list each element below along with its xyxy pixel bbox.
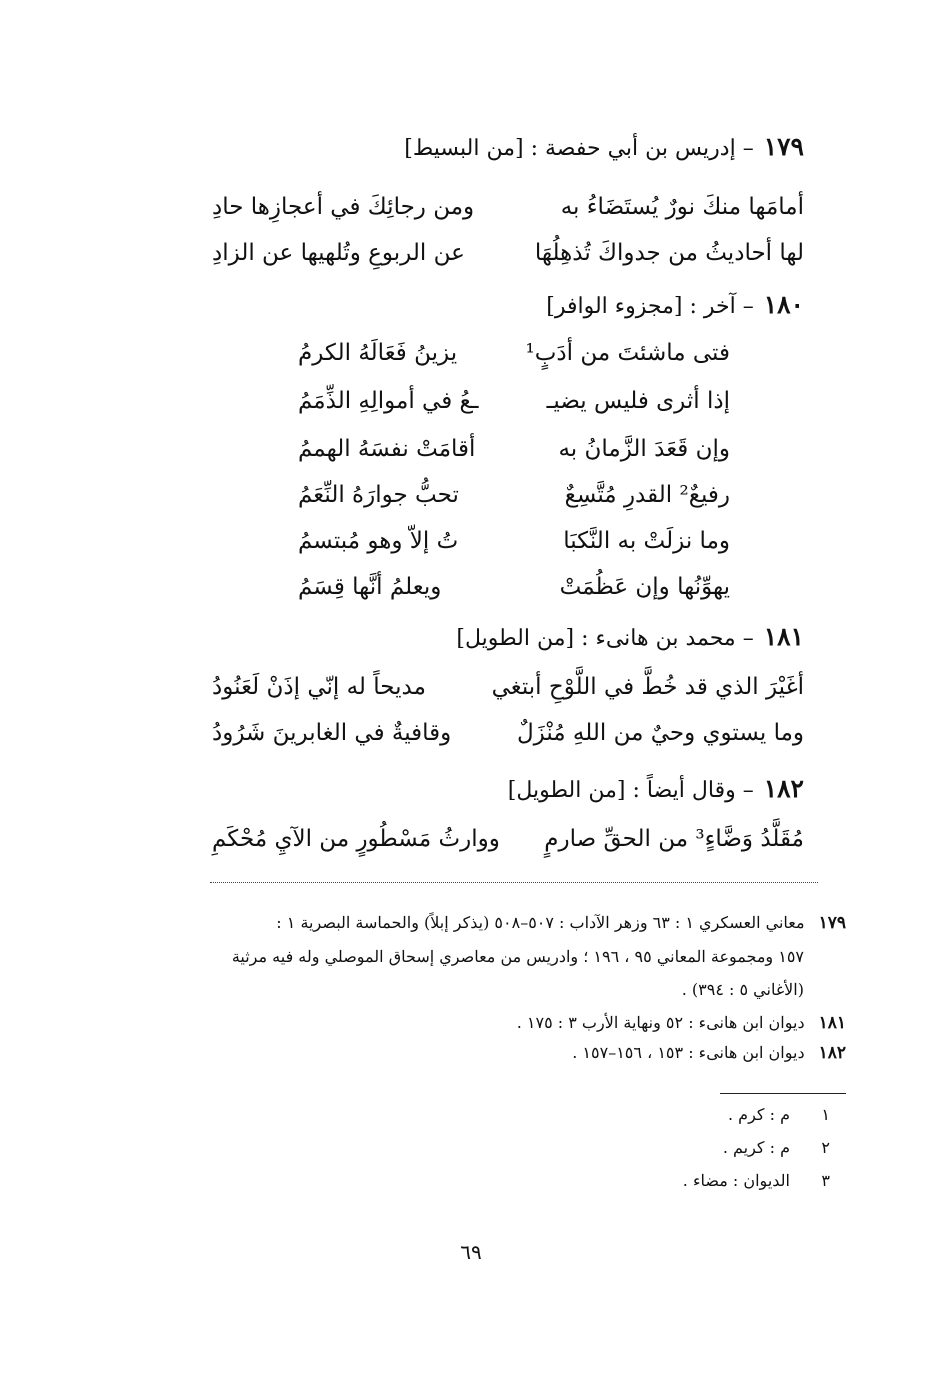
verse-first-hemistich: يهوِّنُها وإن عَظُمَتْ: [559, 574, 730, 600]
note-line: (الأغاني ٥ : ٣٩٤) .: [681, 980, 804, 999]
footnote-divider: [720, 1093, 846, 1094]
verse-second-hemistich: تحبُّ جوارَهُ النِّعَمُ: [298, 482, 459, 508]
footnote-1: [728, 1105, 830, 1124]
note-line: معاني العسكري ١ : ٦٣ وزهر الآداب : ٥٠٧–٥٠٨ (يذكر إبلاً) والحماسة البصرية ١ :: [276, 913, 805, 932]
note-number: ١٧٩: [818, 913, 846, 933]
verse-second-hemistich: عن الربوعِ وتُلهيها عن الزادِ: [212, 240, 465, 266]
entry-number: ١٨٠: [763, 290, 804, 319]
verse-first-hemistich: وما نزلَتْ به النَّكبَا: [563, 528, 730, 554]
verse-second-hemistich: أقامَتْ نفسَهُ الهممُ: [298, 436, 476, 462]
entry-heading-180: [546, 290, 804, 319]
note-number: ١٨٢: [818, 1043, 846, 1063]
entry-heading-179: [404, 132, 804, 161]
entry-title: – آخر : [مجزوء الوافر]: [546, 294, 754, 319]
verse-second-hemistich: يزينُ فَعَالَهُ الكرمُ: [298, 340, 458, 366]
footnote-number: ١: [821, 1105, 830, 1124]
verse-first-hemistich: وإن قَعَدَ الزَّمانُ به: [558, 436, 730, 462]
verse-first-hemistich: أغَيْرَ الذي قد خُطَّ في اللَّوْحِ أبتغي: [491, 674, 804, 700]
entry-number: ١٨١: [763, 622, 804, 651]
footnote-3: [683, 1171, 830, 1190]
verse-second-hemistich: وقافيةٌ في الغابرينَ شَرُودُ: [212, 720, 452, 746]
entry-title: – وقال أيضاً : [من الطويل]: [507, 778, 754, 803]
verse-first-hemistich: لها أحاديثُ من جدواكَ تُذهِلُهَا: [534, 240, 804, 266]
entry-title: – محمد بن هانىء : [من الطويل]: [456, 626, 754, 651]
note-line: ١٥٧ ومجموعة المعاني ٩٥ ، ١٩٦ ؛ وادريس من معاصري إسحاق الموصلي وله فيه مرثية: [231, 947, 804, 966]
verse-second-hemistich: ووارثُ مَسْطُورٍ من الآيِ مُحْكَمِ: [212, 826, 500, 852]
verse-first-hemistich: فتى ماشئتَ من أدَبٍ¹: [525, 340, 730, 366]
entry-heading-181: [456, 622, 804, 651]
note-number: ١٨١: [818, 1013, 846, 1033]
footnote-number: ٣: [821, 1171, 830, 1190]
source-note-181: [166, 1006, 846, 1040]
page-number: ٦٩: [460, 1240, 482, 1264]
footnote-text: م : كريم .: [722, 1138, 790, 1157]
footnote-text: الديوان : مضاء .: [682, 1171, 790, 1190]
footnote-2: [723, 1138, 830, 1157]
source-note-179: [166, 906, 846, 1006]
verse-first-hemistich: إذا أثرى فليس يضيـ: [546, 388, 730, 414]
verse-first-hemistich: وما يستوي وحيٌ من اللهِ مُنْزَلٌ: [516, 720, 804, 746]
verse-second-hemistich: مديحاً له إنّي إذَنْ لَعَنُودُ: [212, 674, 426, 700]
entry-number: ١٧٩: [763, 132, 804, 161]
note-line: ديوان ابن هانىء : ٥٢ ونهاية الأرب ٣ : ١٧٥ .: [516, 1013, 805, 1032]
entry-title: – إدريس بن أبي حفصة : [من البسيط]: [404, 136, 754, 161]
entry-number: ١٨٢: [763, 774, 804, 803]
source-note-182: [166, 1036, 846, 1070]
verse-first-hemistich: أمامَها منكَ نورٌ يُستَضَاءُ به: [560, 194, 804, 220]
entry-heading-182: [508, 774, 804, 803]
verse-second-hemistich: ـعُ في أموالِهِ الذِّمَمُ: [298, 388, 479, 414]
verse-second-hemistich: ومن رجائِكَ في أعجازِها حادِ: [212, 194, 475, 220]
verse-second-hemistich: تُ إلاّ وهو مُبتسمُ: [298, 528, 459, 554]
verse-first-hemistich: رفيعٌ² القدرِ مُتَّسِعٌ: [564, 482, 730, 508]
footnote-number: ٢: [821, 1138, 830, 1157]
footnote-text: م : كرم .: [728, 1105, 790, 1124]
notes-divider: [210, 882, 818, 883]
note-line: ديوان ابن هانىء : ١٥٣ ، ١٥٦–١٥٧ .: [572, 1043, 805, 1062]
verse-first-hemistich: مُقَلَّدُ وَضَّاءٍ³ من الحقِّ صارمٍ: [544, 826, 804, 852]
verse-second-hemistich: ويعلمُ أنَّها قِسَمُ: [298, 574, 442, 600]
